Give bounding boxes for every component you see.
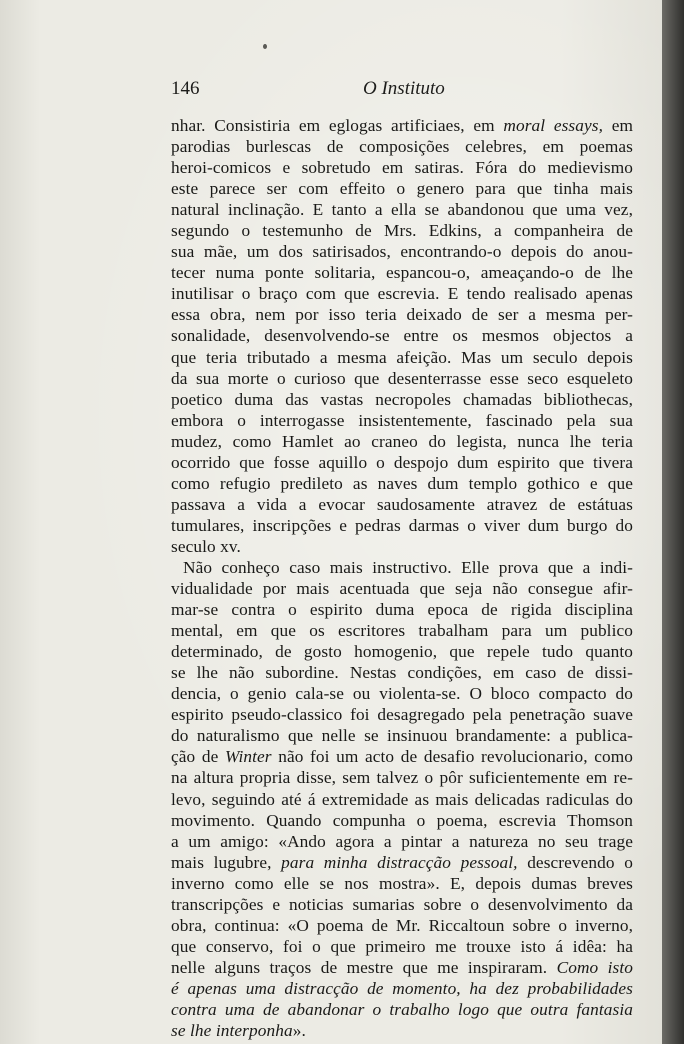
text-run: tecer numa ponte solitaria, espancou-o, ameaçando-o de lhe [171, 263, 633, 283]
text-run: tumulares, inscripções e pedras darmas o viver dum burgo do [171, 515, 633, 535]
text-run: seculo xv. [171, 536, 241, 556]
text-run: na altura propria disse, sem talvez o pôr suficientemente em re- [171, 768, 633, 788]
text-run: Não conheço caso mais instructivo. Elle prova que a indi- [183, 557, 633, 577]
text-run: determinado, de gosto homogenio, que repele tudo quanto [171, 642, 633, 662]
text-run: nhar. Consistiria em eglogas artificiaes, em [171, 116, 504, 135]
text-run: obra, continua: «O poema de Mr. Riccaltoun sobre o inverno, [171, 915, 633, 935]
italic-run: Como isto [556, 957, 633, 977]
text-run: heroi-comicos e sobretudo em satiras. Fóra do medievismo [171, 158, 633, 178]
text-line [171, 894, 633, 915]
text-run: ocorrido que fosse aquillo o despojo dum espirito que tivera [171, 452, 633, 472]
text-run: em [603, 116, 634, 135]
text-line [171, 304, 633, 325]
text-run: do naturalismo que nelle se insinuou brandamente: a publica- [171, 726, 633, 746]
text-run: transcripções e noticias sumarias sobre o desenvolvimento da [171, 894, 633, 914]
text-line [171, 452, 633, 473]
text-run: inutilisar o braço com que escrevia. E tendo realisado apenas [171, 284, 633, 304]
italic-run: contra uma de abandonar o trabalho logo que outra fantasia [171, 999, 633, 1019]
italic-run: Winter [224, 747, 272, 767]
text-run: mudez, como Hamlet ao craneo do legista, nunca lhe teria [171, 431, 633, 451]
text-run: segundo o testemunho de Mrs. Edkins, a companheira de [171, 221, 633, 241]
text-line [171, 641, 633, 662]
text-line [171, 178, 633, 199]
text-line [171, 199, 633, 220]
text-line [171, 262, 633, 283]
text-line [171, 936, 633, 957]
text-line [171, 789, 633, 810]
text-run: poetico duma das vastas necropoles chamadas bibliothecas, [171, 389, 633, 409]
text-run: que teria tributado a mesma afeição. Mas um seculo depois [171, 347, 633, 367]
text-line [171, 536, 633, 557]
text-run: levo, seguindo até á extremidade as mais delicadas radiculas do [171, 789, 633, 809]
text-run: da sua morte o curioso que desenterrasse esse seco esqueleto [171, 368, 633, 388]
text-run: essa obra, nem por isso teria deixado de ser a mesma per- [171, 305, 633, 325]
text-line [171, 515, 633, 536]
text-line [171, 620, 633, 641]
book-edge [662, 0, 684, 1044]
text-line [171, 662, 633, 683]
body-text [171, 115, 633, 1041]
text-run: se lhe não subordine. Nestas condições, em caso de dissi- [171, 663, 633, 683]
paragraph-2 [171, 557, 633, 1041]
paragraph-1 [171, 115, 633, 557]
text-line [171, 746, 633, 767]
text-run: parodias burlescas de composições celebres, em poemas [171, 137, 633, 157]
text-line [171, 599, 633, 620]
text-line [171, 241, 633, 262]
text-line [171, 999, 633, 1020]
text-run: espirito pseudo-classico foi desagregado pela penetração suave [171, 705, 633, 725]
text-line [171, 410, 633, 431]
text-run: vidualidade por mais acentuada que seja não consegue afir- [171, 579, 633, 599]
text-line [171, 115, 633, 136]
text-line [171, 347, 633, 368]
text-line [171, 136, 633, 157]
page-number: 146 [171, 78, 200, 99]
text-line [171, 283, 633, 304]
text-line [171, 725, 633, 746]
text-run: ». [292, 1021, 306, 1041]
text-line [171, 220, 633, 241]
text-line [171, 873, 633, 894]
text-run: mental, em que os escritores trabalham para um publico [171, 621, 633, 641]
page-header [0, 78, 662, 102]
text-line [171, 473, 633, 494]
text-run: não foi um acto de desafio revolucionario, como [271, 747, 633, 767]
italic-run: para minha distracção pessoal, [281, 852, 518, 872]
italic-run: é apenas uma distracção de momento, ha dez probabilidades [171, 978, 633, 998]
text-line [171, 810, 633, 831]
text-line [171, 704, 633, 725]
text-line [171, 852, 633, 873]
text-run: ção de [171, 747, 225, 767]
text-line [171, 157, 633, 178]
text-run: a um amigo: «Ando agora a pintar a natureza no seu trage [171, 831, 633, 851]
text-line [171, 578, 633, 599]
text-run: que conservo, foi o que primeiro me trouxe isto á idêa: ha [171, 936, 633, 956]
text-run: sonalidade, desenvolvendo-se entre os mesmos objectos a [171, 326, 633, 346]
text-line [171, 978, 633, 999]
text-run: este parece ser com effeito o genero para que tinha mais [171, 179, 633, 199]
text-line [171, 767, 633, 788]
text-run: inverno como elle se nos mostra». E, depois dumas breves [171, 873, 633, 893]
text-run: mais lugubre, [171, 852, 282, 872]
running-title: O Instituto [363, 78, 445, 99]
text-line [171, 557, 633, 578]
text-run: movimento. Quando compunha o poema, escrevia Thomson [171, 810, 633, 830]
text-line [171, 431, 633, 452]
text-line [171, 957, 633, 978]
text-line [171, 368, 633, 389]
text-run: nelle alguns traços de mestre que me inspiraram. [171, 957, 557, 977]
italic-run: se lhe interponha [171, 1021, 293, 1041]
text-run: como refugio predileto as naves dum templo gothico e que [171, 473, 633, 493]
ink-speck [263, 44, 267, 49]
text-line [171, 494, 633, 515]
text-run: mar-se contra o espirito duma epoca de rigida disciplina [171, 600, 633, 620]
text-run: dencia, o genio cala-se ou violenta-se. O bloco compacto do [171, 684, 633, 704]
text-run: descrevendo o [517, 852, 633, 872]
text-run: sua mãe, um dos satirisados, encontrando-o depois do anou- [171, 242, 633, 262]
text-run: passava a vida a evocar saudosamente atravez de estátuas [171, 494, 633, 514]
text-line [171, 683, 633, 704]
text-line [171, 915, 633, 936]
text-run: embora o interrogasse insistentemente, fascinado pela sua [171, 410, 633, 430]
text-line [171, 831, 633, 852]
italic-run: moral essays, [503, 116, 604, 135]
text-line [171, 389, 633, 410]
text-line [171, 325, 633, 346]
text-line [171, 1020, 633, 1041]
text-run: natural inclinação. E tanto a ella se abandonou que uma vez, [171, 200, 633, 220]
